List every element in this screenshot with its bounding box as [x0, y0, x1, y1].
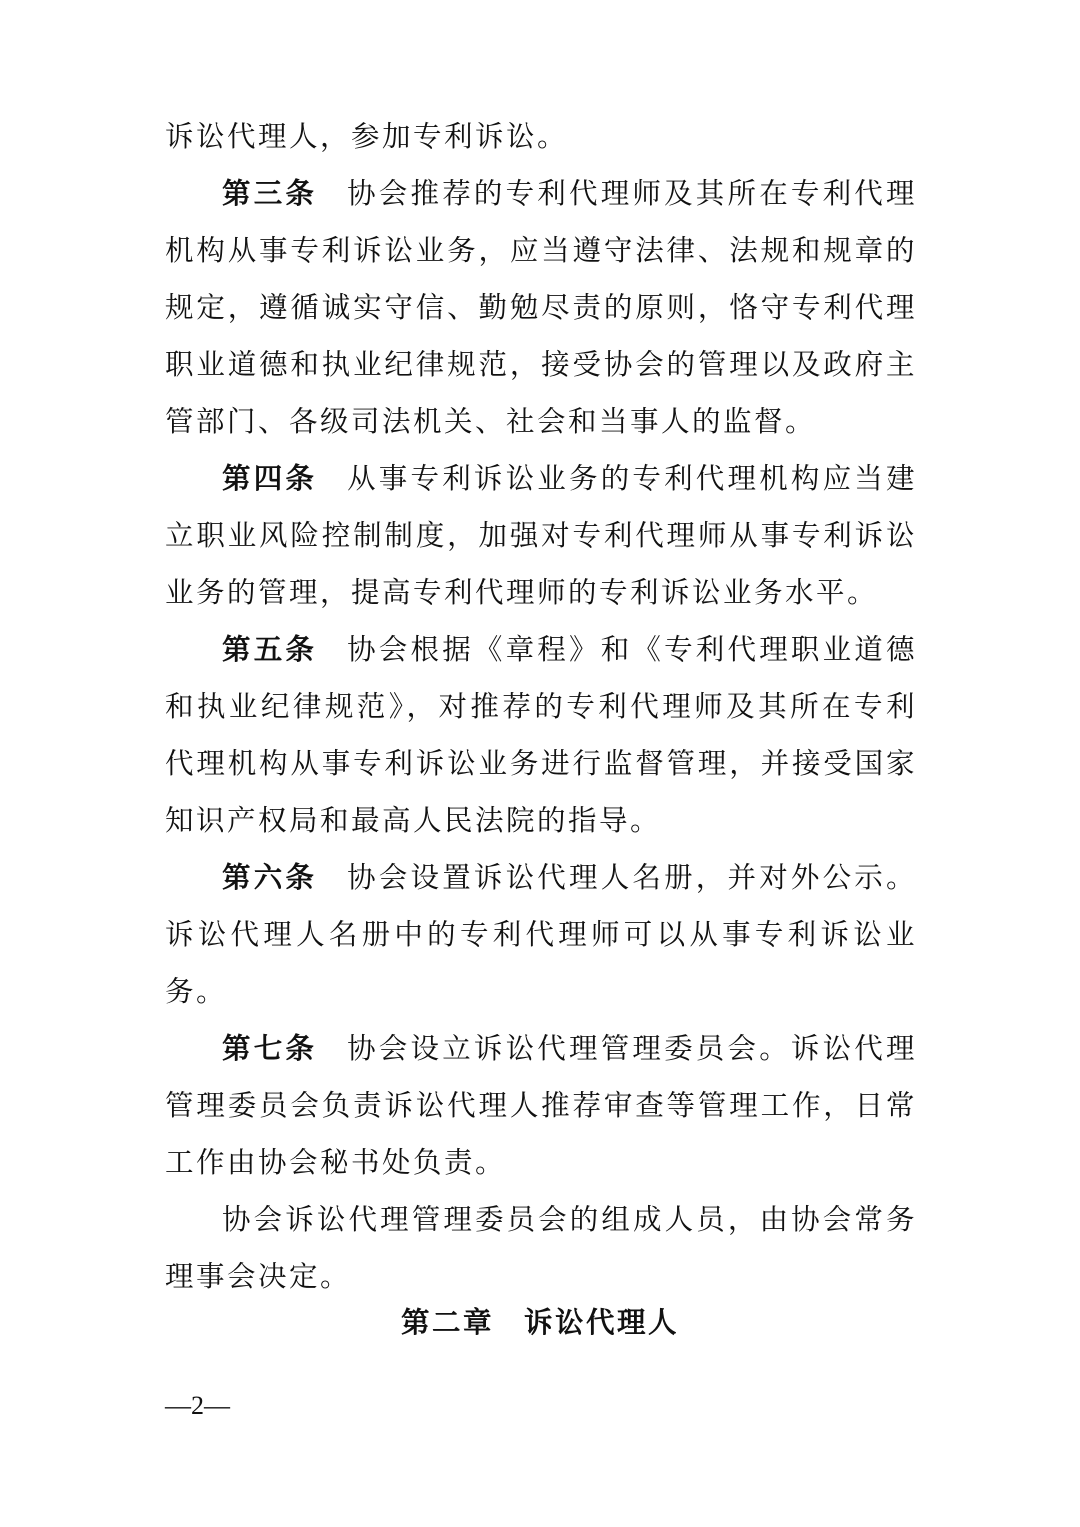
continuation-paragraph: 诉讼代理人，参加专利诉讼。 [165, 120, 569, 153]
article-number: 第七条 [222, 1031, 318, 1065]
body-text [165, 108, 917, 1305]
article-5 [165, 621, 917, 849]
committee-paragraph: 协会诉讼代理管理委员会的组成人员，由协会常务理事会决定。 [165, 1203, 917, 1293]
article-number: 第四条 [222, 461, 318, 495]
article-text: 协会根据《章程》和《专利代理职业道德和执业纪律规范》，对推荐的专利代理师及其所在专利代理机构从事专利诉讼业务进行监督管理，并接受国家知识产权局和最高人民法院的指导。 [165, 633, 917, 837]
article-text: 协会推荐的专利代理师及其所在专利代理机构从事专利诉讼业务，应当遵守法律、法规和规章的规定，遵循诚实守信、勤勉尽责的原则，恪守专利代理职业道德和执业纪律规范，接受协会的管理以及政府主管部门、各级司法机关、社会和当事人的监督。 [165, 177, 917, 438]
article-6 [165, 849, 917, 1020]
article-7 [165, 1020, 917, 1191]
article-number: 第三条 [222, 176, 318, 210]
article-number: 第五条 [222, 632, 318, 666]
page-number: —2— [165, 1391, 230, 1420]
article-text: 从事专利诉讼业务的专利代理机构应当建立职业风险控制制度，加强对专利代理师从事专利诉讼业务的管理，提高专利代理师的专利诉讼业务水平。 [165, 462, 917, 609]
article-3 [165, 165, 917, 450]
chapter-title: 诉讼代理人 [524, 1305, 680, 1339]
article-text: 协会设立诉讼代理管理委员会。诉讼代理管理委员会负责诉讼代理人推荐审查等管理工作，日常工作由协会秘书处负责。 [165, 1032, 917, 1179]
article-text: 协会设置诉讼代理人名册，并对外公示。诉讼代理人名册中的专利代理师可以从事专利诉讼业务。 [165, 861, 917, 1008]
chapter-number: 第二章 [400, 1305, 494, 1339]
chapter-heading [0, 1294, 1080, 1351]
article-4 [165, 450, 917, 621]
article-number: 第六条 [222, 860, 318, 894]
